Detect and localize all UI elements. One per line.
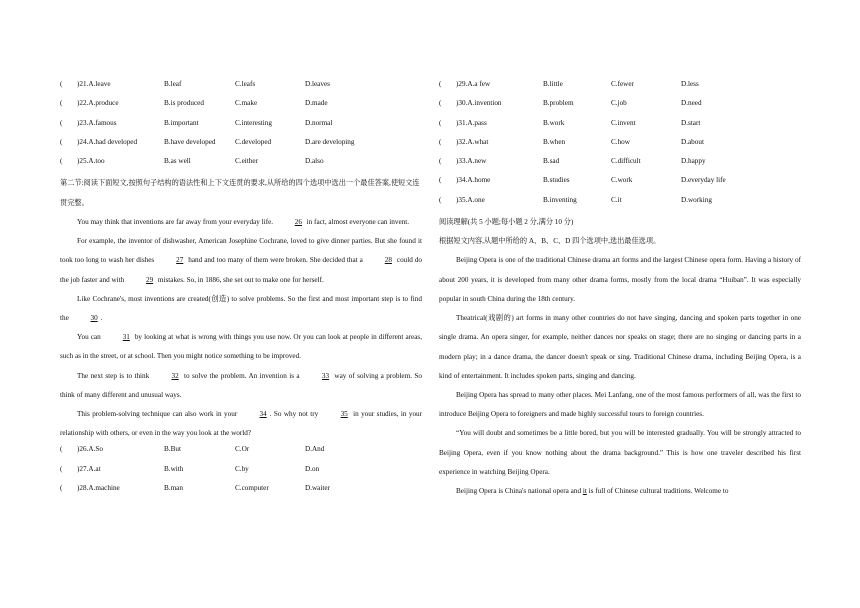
option-d: D.leaves xyxy=(305,80,330,88)
passage-paragraph-2: For example, the inventor of dishwasher, American Josephine Cochrane, loved to give dinner parties. But she found it took too long to wash her dishes 27 hand and too many of them were broken. She decided that a 28 could do the job faster and with 29 mistakes. So, in 1886, she set out to make one for herself. xyxy=(60,232,422,290)
option-d: D.made xyxy=(305,99,328,108)
option-c: C.computer xyxy=(235,483,269,492)
answer-paren[interactable]: ( xyxy=(439,157,442,166)
question-row-34 xyxy=(439,174,801,193)
question-row-31 xyxy=(439,117,801,136)
question-number-option-a: )31.A.pass xyxy=(456,118,487,127)
option-d: D.happy xyxy=(681,157,706,166)
option-b: B.important xyxy=(164,118,199,127)
reading-heading: 阅读理解(共 5 小题;每小题 2 分,满分 10 分) xyxy=(439,218,574,227)
answer-paren[interactable]: ( xyxy=(60,157,63,166)
right-column xyxy=(439,78,801,501)
reading-passage xyxy=(439,251,801,501)
question-number-option-a: )23.A.famous xyxy=(77,118,117,127)
question-row-24 xyxy=(60,136,422,155)
question-row-25 xyxy=(60,155,422,174)
question-options-group-b xyxy=(60,443,422,501)
section2-heading: 第二节:阅读下面短文,按照句子结构的语法性和上下文连贯的要求,从所给的四个选项中选出一个最佳答案,使短文连贯完整。 xyxy=(60,179,420,207)
reading-paragraph-4: “You will doubt and sometimes be a little bored, but you will be interested gradually. You will be strongly attracted to Beijing Opera, even if you know nothing about the drama background.” This is how one traveler described his first experience in watching Beijing Opera. xyxy=(439,429,801,476)
blank-30[interactable]: 30 xyxy=(90,313,98,322)
option-c: C.difficult xyxy=(611,157,641,166)
question-row-35 xyxy=(439,194,801,213)
question-number-option-a: )25.A.too xyxy=(77,157,105,166)
option-d: D.are developing xyxy=(305,137,355,146)
option-c: C.developed xyxy=(235,137,272,146)
blank-27[interactable]: 27 xyxy=(176,256,184,265)
passage-paragraph-3: Like Cochrane's, most inventions are created(创造) to solve problems. So the first and most important step is to find the 30 . xyxy=(60,290,422,328)
option-d: D.less xyxy=(681,80,699,88)
option-b: B.sad xyxy=(543,157,560,166)
option-b: B.with xyxy=(164,464,184,473)
question-number-option-a: )27.A.at xyxy=(77,464,101,473)
option-d: D.also xyxy=(305,157,324,166)
question-number-option-a: )30.A.invention xyxy=(456,99,502,108)
passage-paragraph-5: The next step is to think 32 to solve the problem. An invention is a 33 way of solving a problem. So think of many different and unusual ways. xyxy=(60,367,422,405)
option-b: B.man xyxy=(164,483,183,492)
answer-paren[interactable]: ( xyxy=(60,445,63,454)
option-d: D.need xyxy=(681,99,702,108)
blank-33[interactable]: 33 xyxy=(321,371,330,380)
answer-paren[interactable]: ( xyxy=(439,176,442,185)
question-row-28 xyxy=(60,482,422,501)
question-row-33 xyxy=(439,155,801,174)
passage-paragraph-6: This problem-solving technique can also work in your 34 . So why not try 35 in your studies, in your relationship with others, or even in the way you look at the world? xyxy=(60,405,422,443)
question-number-option-a: )28.A.machine xyxy=(77,483,120,492)
question-number-option-a: )22.A.produce xyxy=(77,99,119,108)
question-row-22 xyxy=(60,97,422,116)
answer-paren[interactable]: ( xyxy=(60,137,63,146)
blank-35[interactable]: 35 xyxy=(340,409,348,418)
option-c: C.how xyxy=(611,137,630,146)
answer-paren[interactable]: ( xyxy=(60,464,63,473)
option-b: B.as well xyxy=(164,157,191,166)
option-c: C.Or xyxy=(235,445,250,454)
question-number-option-a: )24.A.had developed xyxy=(77,137,138,146)
option-d: D.And xyxy=(305,445,325,454)
option-d: D.on xyxy=(305,464,320,473)
option-b: B.problem xyxy=(543,99,574,108)
cloze-passage xyxy=(60,213,422,443)
blank-34[interactable]: 34 xyxy=(259,409,267,418)
blank-29[interactable]: 29 xyxy=(145,275,154,284)
question-row-26 xyxy=(60,443,422,462)
answer-paren[interactable]: ( xyxy=(439,195,442,204)
question-row-29 xyxy=(439,78,801,97)
question-row-27 xyxy=(60,463,422,482)
option-b: B.leaf xyxy=(164,80,182,88)
reading-instruction: 根据短文内容,从题中所给的 A、B、C、D 四个选项中,选出最佳选项。 xyxy=(439,237,661,246)
option-c: C.interesting xyxy=(235,118,272,127)
question-number-option-a: )35.A.one xyxy=(456,195,485,204)
question-number-option-a: )21.A.leave xyxy=(77,80,111,88)
passage-paragraph-4: You can 31 by looking at what is wrong with things you use now. Or you can look at people in different areas, such as in the street, or at school. Then you might notice something to be improved. xyxy=(60,328,422,366)
option-d: D.about xyxy=(681,137,704,146)
question-row-21 xyxy=(60,78,422,97)
option-c: C.job xyxy=(611,99,627,108)
answer-paren[interactable]: ( xyxy=(60,80,63,88)
option-b: B.work xyxy=(543,118,565,127)
option-b: B.studies xyxy=(543,176,570,185)
answer-paren[interactable]: ( xyxy=(60,118,63,127)
reading-paragraph-2: Theatrical(戏剧的) art forms in many other countries do not have singing, dancing and spoken parts together in one single drama. An opera singer, for example, neither dances nor speaks on stage; there are no singing or dancing parts in a modern play; in a dance drama, the dancer doesn't speak or sing. Traditional Chinese drama, including Beijing Opera, is a kind of entertainment. It includes spoken parts, singing and dancing. xyxy=(439,314,801,380)
underlined-word-it: it xyxy=(582,486,587,495)
option-c: C.invent xyxy=(611,118,636,127)
option-c: C.it xyxy=(611,195,622,204)
question-options-group-a xyxy=(60,78,422,174)
question-number-option-a: )26.A.So xyxy=(77,445,103,454)
blank-32[interactable]: 32 xyxy=(171,371,179,380)
option-c: C.either xyxy=(235,157,258,166)
answer-paren[interactable]: ( xyxy=(60,483,63,492)
option-c: C.by xyxy=(235,464,249,473)
answer-paren[interactable]: ( xyxy=(439,99,442,108)
question-number-option-a: )29.A.a few xyxy=(456,80,491,88)
reading-paragraph-5: Beijing Opera is China's national opera and it is full of Chinese cultural traditions. Welcome to xyxy=(456,486,729,495)
option-b: B.when xyxy=(543,137,566,146)
question-number-option-a: )34.A.home xyxy=(456,176,491,185)
blank-28[interactable]: 28 xyxy=(384,256,392,265)
question-number-option-a: )32.A.what xyxy=(456,137,489,146)
option-c: C.fewer xyxy=(611,80,634,88)
answer-paren[interactable]: ( xyxy=(439,80,442,88)
question-row-23 xyxy=(60,117,422,136)
option-c: C.make xyxy=(235,99,258,108)
answer-paren[interactable]: ( xyxy=(439,118,442,127)
question-row-30 xyxy=(439,97,801,116)
reading-paragraph-1: Beijing Opera is one of the traditional Chinese drama art forms and the largest Chinese opera form. Having a history of about 200 years, it is developed from many other drama forms, mostly from the local drama “Huiban”. It was especially popular in south China during the 18th century. xyxy=(439,256,801,303)
question-row-32 xyxy=(439,136,801,155)
passage-paragraph-1: You may think that inventions are far away from your everyday life. 26 in fact, almost everyone can invent. xyxy=(60,213,422,232)
answer-paren[interactable]: ( xyxy=(60,99,63,108)
question-number-option-a: )33.A.new xyxy=(456,157,487,166)
option-d: D.waiter xyxy=(305,483,330,492)
option-d: D.working xyxy=(681,195,712,204)
blank-26[interactable]: 26 xyxy=(294,217,302,226)
option-b: B.But xyxy=(164,445,181,454)
reading-paragraph-3: Beijing Opera has spread to many other places. Mei Lanfang, one of the most famous performers of all, was the first to introduce Beijing Opera to foreigners and made highly successful tours to foreign countries. xyxy=(439,390,801,419)
answer-paren[interactable]: ( xyxy=(439,137,442,146)
option-d: D.normal xyxy=(305,118,333,127)
option-c: C.work xyxy=(611,176,633,185)
option-b: B.have developed xyxy=(164,137,216,146)
left-column xyxy=(60,78,422,501)
option-b: B.is produced xyxy=(164,99,204,108)
option-d: D.everyday life xyxy=(681,176,726,185)
blank-31[interactable]: 31 xyxy=(122,333,130,342)
option-b: B.little xyxy=(543,80,563,88)
question-options-group-c xyxy=(439,78,801,213)
option-d: D.start xyxy=(681,118,701,127)
option-c: C.leafs xyxy=(235,80,256,88)
option-b: B.inventing xyxy=(543,195,577,204)
